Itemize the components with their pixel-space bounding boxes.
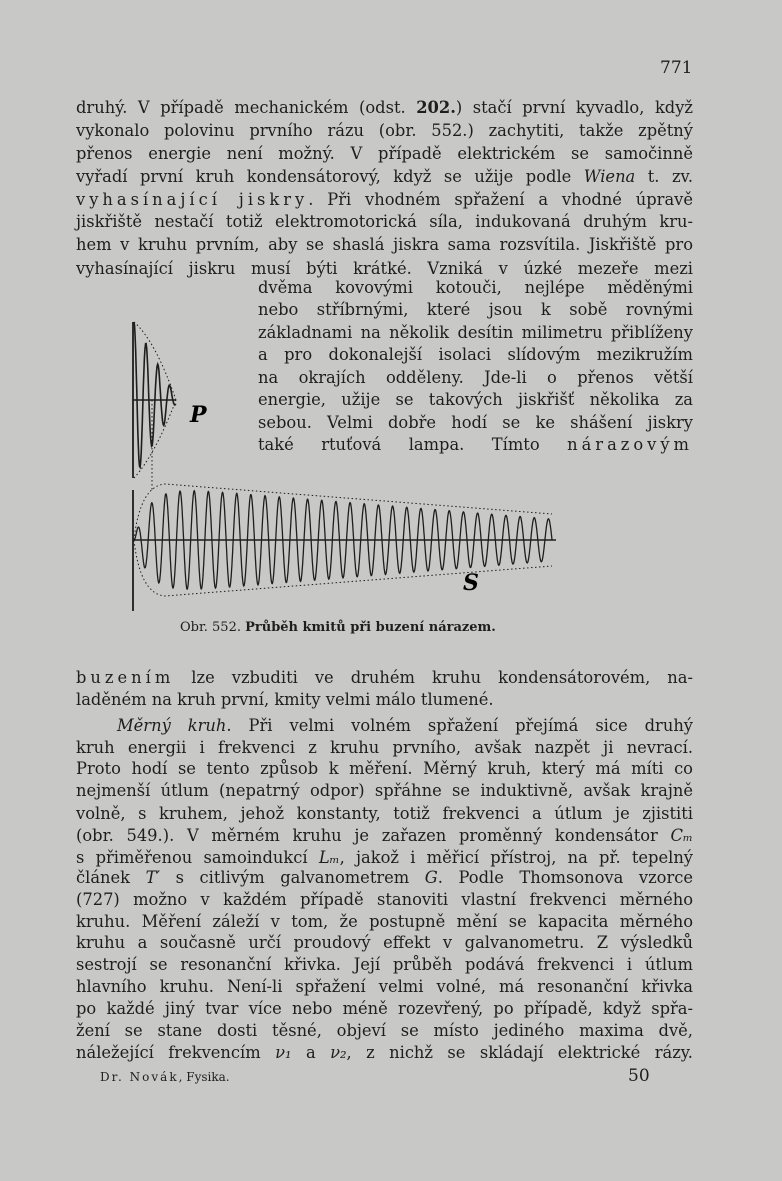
paragraph-bottom-line: [76, 802, 693, 825]
text-segment: a: [291, 1043, 331, 1062]
emphasis-text: T′: [145, 868, 161, 887]
emphasis-text: Lₘ: [318, 848, 340, 867]
footer-signature: [100, 1070, 230, 1084]
paragraph-bottom-line: [76, 1041, 693, 1064]
text-segment: volně, s kruhem, jehož konstanty, totiž frekvenci a útlum je zjistiti: [76, 804, 693, 823]
text-segment: (727) možno v každém případě stanoviti vlastní frekvenci měrného: [76, 890, 693, 909]
emphasis-text: G: [424, 868, 438, 887]
footer-title: , Fysika.: [178, 1070, 230, 1084]
paragraph-bottom-line: [76, 757, 693, 780]
text-segment: sestrojí se resonanční křivka. Její průběh podává frekvenci i útlum: [76, 955, 693, 974]
emphasis-text: Cₘ: [670, 826, 693, 845]
emphasis-text: Měrný kruh: [117, 716, 227, 735]
text-segment: s citlivým galvanometrem: [160, 868, 425, 887]
text-segment: , jakož i měřicí přístroj, na př. tepelný: [339, 848, 693, 867]
text-segment: druhý. V případě mechanickém (odst.: [76, 98, 417, 117]
text-segment: (obr. 549.). V měrném kruhu je zařazen proměnný kondensátor: [76, 826, 671, 845]
emphasis-text: Wiena: [583, 167, 636, 186]
page-number: 771: [660, 58, 693, 78]
paragraph-bottom-line: [76, 824, 693, 847]
label-secondary: S: [463, 570, 479, 596]
envelope-lower: [134, 540, 552, 596]
paragraph-bottom-line: [76, 997, 693, 1020]
spaced-text: nárazovým: [567, 435, 693, 454]
emphasis-text: ν₂: [330, 1043, 347, 1062]
label-primary: P: [190, 402, 207, 428]
paragraph-bottom-line: [76, 888, 693, 911]
text-segment: dvěma kovovými kotouči, nejlépe měděnými: [258, 278, 693, 297]
text-segment: a pro dokonalejší isolaci slídovým mezikružím: [258, 345, 693, 364]
text-segment: . Při velmi volném spřažení přejímá sice druhý: [226, 716, 693, 735]
paragraph-bottom-line: [76, 779, 693, 802]
text-segment: žení se stane dosti těsné, objeví se místo jediného maxima dvě,: [76, 1021, 693, 1040]
caption-text: Průběh kmitů při buzení nárazem.: [245, 620, 496, 635]
text-segment: po každé jiný tvar více nebo méně rozevřený, po případě, když spřa-: [76, 999, 693, 1018]
paragraph-bottom-line: [76, 1019, 693, 1042]
paragraph-bottom-line: [76, 931, 693, 954]
paragraph-bottom-line: [76, 688, 693, 711]
text-segment: nebo stříbrnými, které jsou k sobě rovnými: [258, 300, 693, 319]
emphasis-text: ν₁: [275, 1043, 292, 1062]
text-segment: vykonalo polovinu prvního rázu (obr. 552.) zachytiti, takže zpětný: [76, 121, 693, 140]
secondary-circuit-wave: [133, 484, 556, 611]
bold-text: 202.: [416, 98, 456, 117]
text-segment: . Při vhodném spřažení a vhodné úpravě: [308, 190, 694, 209]
text-segment: , z nichž se skládají elektrické rázy.: [346, 1043, 693, 1062]
text-segment: kruhu a současně určí proudový effekt v galvanometru. Z výsledků: [76, 933, 693, 952]
text-segment: základnami na několik desítin milimetru přiblíženy: [258, 323, 693, 342]
spaced-text: vyhasínající jiskry: [76, 190, 309, 209]
text-segment: ) stačí první kyvadlo, když: [455, 98, 694, 117]
paragraph-bottom-line: [76, 666, 693, 689]
paragraph-bottom-line: [76, 736, 693, 759]
text-segment: vyhasínající jiskru musí býti krátké. Vzniká v úzké mezeře mezi: [76, 259, 693, 278]
text-segment: vyřadí první kruh kondensátorový, když se užije podle: [76, 167, 584, 186]
paragraph-bottom-line: [117, 714, 693, 737]
paragraph-bottom-line: [76, 910, 693, 933]
text-segment: energie, užije se takových jiskřišť několika za: [258, 390, 693, 409]
figure-caption: [180, 620, 496, 635]
text-segment: jiskřiště nestačí totiž elektromotorická síla, indukovaná druhým kru-: [76, 212, 693, 231]
text-segment: nejmenší útlum (nepatrný odpor) spřáhne se induktivně, avšak krajně: [76, 781, 693, 800]
spaced-text: buzením: [76, 668, 175, 687]
damped-wave: [134, 322, 176, 467]
text-segment: kruh energii i frekvenci z kruhu prvního, avšak nazpět ji nevrací.: [76, 738, 693, 757]
text-segment: hem v kruhu prvním, aby se shaslá jiskra sama rozsvítila. Jiskřiště pro: [76, 235, 693, 254]
text-segment: laděném na kruh první, kmity velmi málo tlumené.: [76, 690, 494, 709]
caption-number: Obr. 552.: [180, 620, 241, 635]
paragraph-bottom-line: [76, 866, 693, 889]
text-segment: na okrajích odděleny. Jde-li o přenos větší: [258, 368, 693, 387]
text-segment: Proto hodí se tento způsob k měření. Měrný kruh, který má míti co: [76, 759, 693, 778]
text-segment: kruhu. Měření záleží v tom, že postupně mění se kapacita měrného: [76, 912, 693, 931]
text-segment: náležející frekvencím: [76, 1043, 276, 1062]
text-segment: přenos energie není možný. V případě elektrickém se samočinně: [76, 144, 693, 163]
footer-author: Dr. Novák: [100, 1070, 179, 1084]
paragraph-bottom-line: [76, 975, 693, 998]
paragraph-bottom-line: [76, 953, 693, 976]
text-segment: . Podle Thomsonova vzorce: [437, 868, 693, 887]
text-segment: s přiměřenou samoindukcí: [76, 848, 319, 867]
text-segment: hlavního kruhu. Není-li spřažení velmi volné, má resonanční křivka: [76, 977, 693, 996]
text-segment: také rtuťová lampa. Tímto: [258, 435, 568, 454]
text-segment: t. zv.: [635, 167, 693, 186]
text-segment: článek: [76, 868, 146, 887]
text-segment: sebou. Velmi dobře hodí se ke shášení jiskry: [258, 413, 693, 432]
sheet-number: 50: [628, 1066, 650, 1086]
primary-circuit-damped-wave: [133, 322, 176, 490]
text-segment: lze vzbuditi ve druhém kruhu kondensátorovém, na-: [174, 668, 693, 687]
